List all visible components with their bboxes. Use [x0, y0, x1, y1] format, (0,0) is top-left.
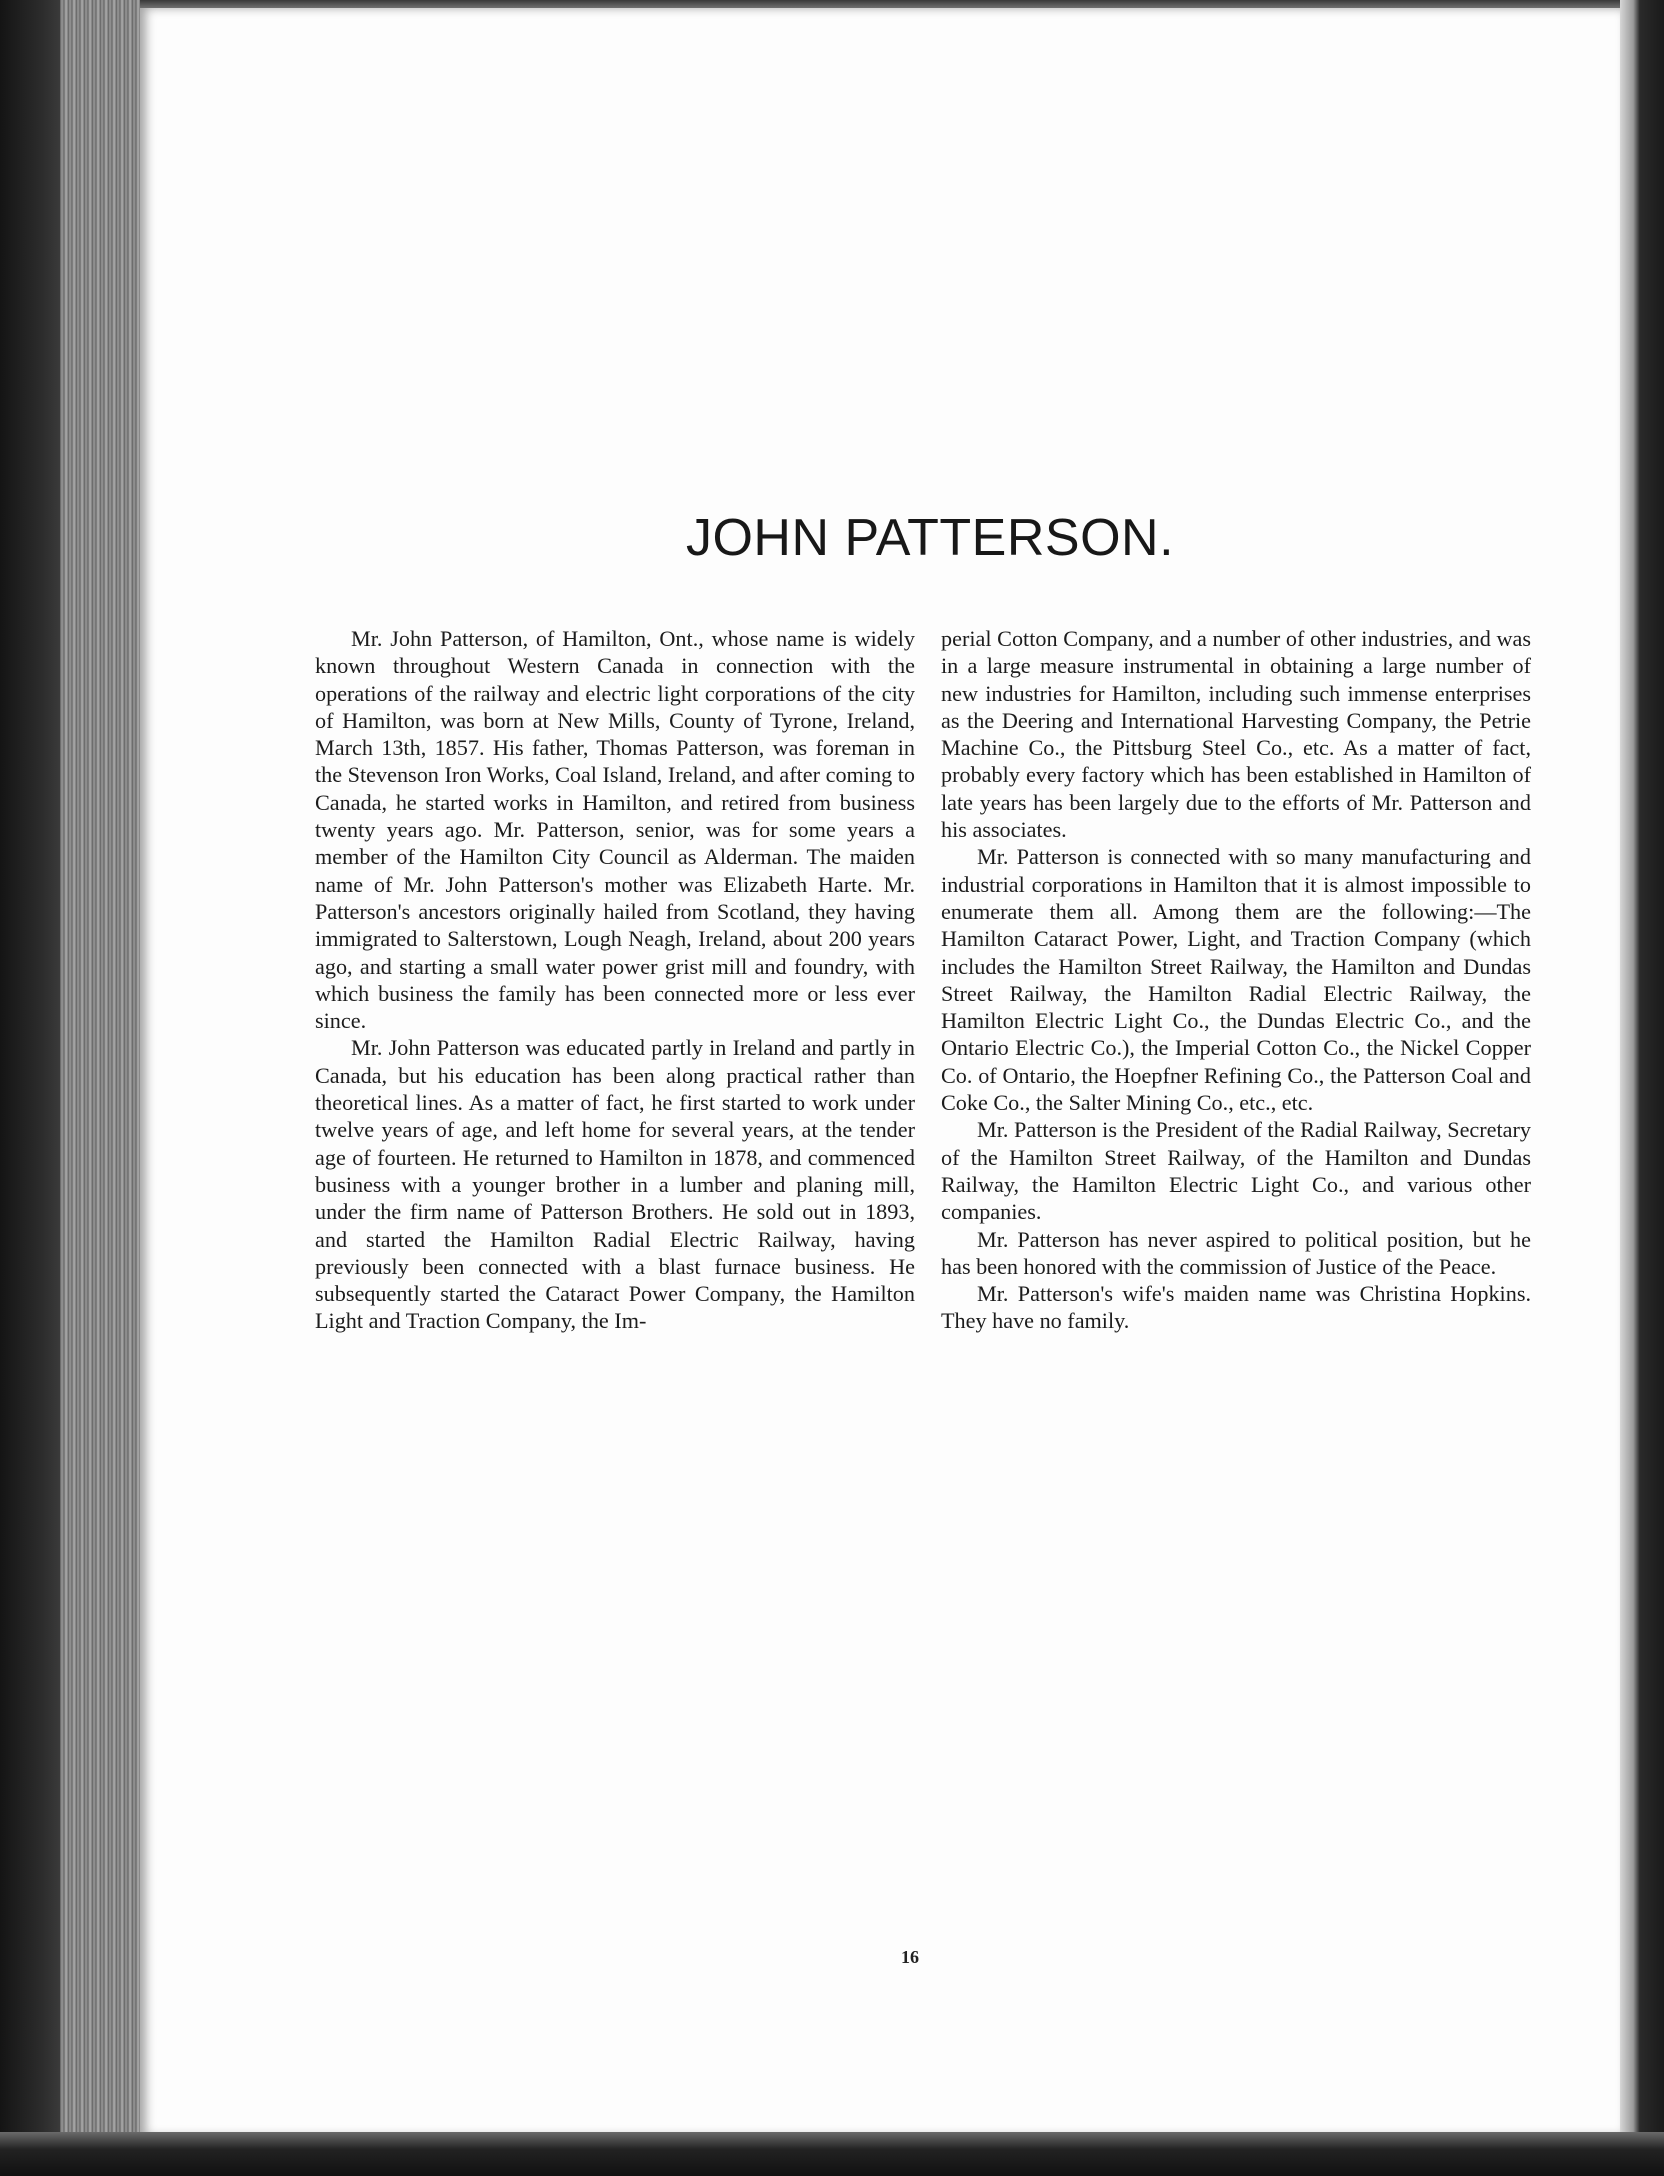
page-number: 16 [901, 1947, 919, 1967]
right-text-column [941, 625, 1531, 1335]
paragraph: Mr. Patterson is the President of the Radial Railway, Secretary of the Hamilton Street Railway, of the Hamilton and Dundas Railway, the Hamilton Electric Light Co., and various other companies. [941, 1117, 1531, 1225]
paragraph: Mr. Patterson's wife's maiden name was Christina Hopkins. They have no family. [941, 1281, 1531, 1334]
paragraph: Mr. Patterson has never aspired to political position, but he has been honored with the commission of Justice of the Peace. [941, 1226, 1531, 1279]
book-page-edges [60, 0, 140, 2176]
bottom-scan-edge [0, 2132, 1664, 2176]
left-text-column [315, 625, 915, 1335]
paragraph-continued: perial Cotton Company, and a number of other industries, and was in a large measure instrumental in obtaining a large number of new industries for Hamilton, including such immense enterprises as the Deering and International Harvesting Company, the Petrie Machine Co., the Pittsburg Steel Co., etc. As a matter of fact, probably every factory which has been established in Hamilton of late years has been largely due to the efforts of Mr. Patterson and his associates. [941, 626, 1531, 843]
right-scan-edge [1620, 0, 1664, 2176]
page-title: JOHN PATTERSON. [685, 509, 1175, 567]
paragraph: Mr. John Patterson was educated partly in Ireland and partly in Canada, but his education has been along practical rather than theoretical lines. As a matter of fact, he first started to work under twelve years of age, and left home for several years, at the tender age of fourteen. He returned to Hamilton in 1878, and commenced business with a younger brother in a lumber and planing mill, under the firm name of Patterson Brothers. He sold out in 1893, and started the Hamilton Radial Electric Railway, having previously been connected with a blast furnace business. He subsequently started the Cataract Power Company, the Hamilton Light and Traction Company, the Im- [315, 1035, 915, 1334]
left-scan-margin [0, 0, 60, 2176]
paragraph: Mr. Patterson is connected with so many manufacturing and industrial corporations in Hamilton that it is almost impossible to enumerate them all. Among them are the following:—The Hamilton Cataract Power, Light, and Traction Company (which includes the Hamilton Street Railway, the Hamilton and Dundas Street Railway, the Hamilton Radial Electric Railway, the Hamilton Electric Light Co., the Dundas Electric Co., and the Ontario Electric Co.), the Imperial Cotton Co., the Nickel Copper Co. of Ontario, the Hoepfner Refining Co., the Patterson Coal and Coke Co., the Salter Mining Co., etc., etc. [941, 844, 1531, 1116]
paragraph: Mr. John Patterson, of Hamilton, Ont., whose name is widely known throughout Western Canada in connection with the operations of the railway and electric light corporations of the city of Hamilton, was born at New Mills, County of Tyrone, Ireland, March 13th, 1857. His father, Thomas Patterson, was foreman in the Stevenson Iron Works, Coal Island, Ireland, and after coming to Canada, he started works in Hamilton, and retired from business twenty years ago. Mr. Patterson, senior, was for some years a member of the Hamilton City Council as Alderman. The maiden name of Mr. John Patterson's mother was Elizabeth Harte. Mr. Patterson's ancestors originally hailed from Scotland, they having immigrated to Salterstown, Lough Neagh, Ireland, about 200 years ago, and starting a small water power grist mill and foundry, with which business the family has been connected more or less ever since. [315, 626, 915, 1034]
